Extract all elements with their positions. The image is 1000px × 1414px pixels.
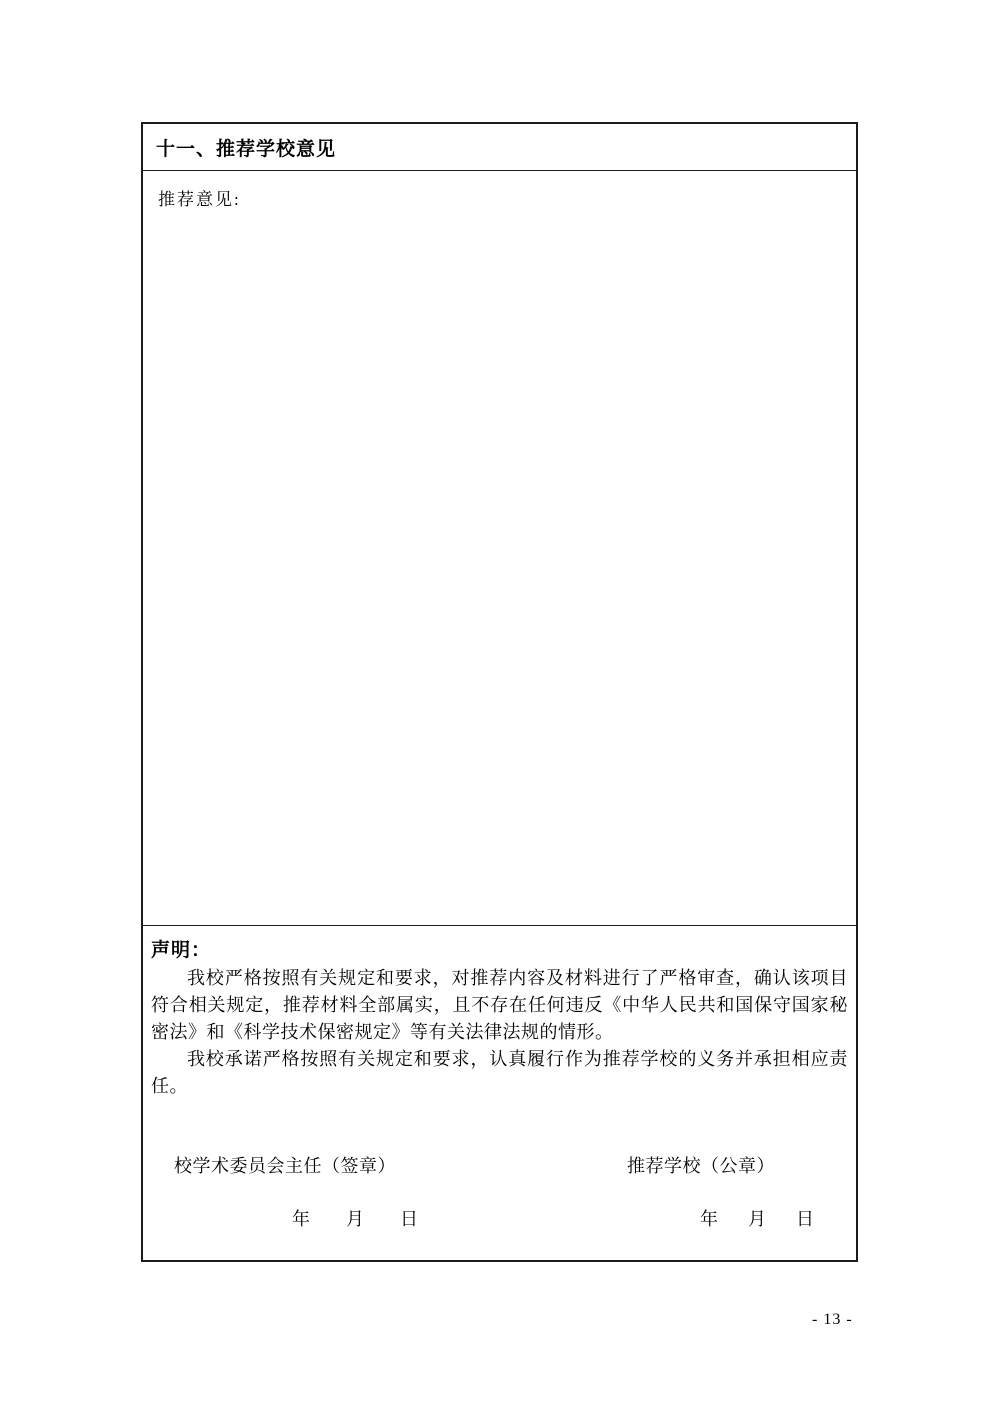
date-line-right xyxy=(700,1205,814,1231)
date-month-label: 月 xyxy=(748,1209,766,1229)
declaration-box xyxy=(143,926,856,1260)
date-month-label: 月 xyxy=(346,1209,364,1229)
declaration-heading: 声明： xyxy=(151,940,212,961)
declaration-paragraph-2: 我校承诺严格按照有关规定和要求，认真履行作为推荐学校的义务并承担相应责任。 xyxy=(151,1049,848,1096)
date-day-label: 日 xyxy=(796,1209,814,1229)
page-number: - 13 - xyxy=(812,1311,853,1328)
academic-committee-chair-signature-label: 校学术委员会主任（签章） xyxy=(174,1156,396,1176)
date-year-label: 年 xyxy=(292,1209,310,1229)
declaration-paragraph-1: 我校严格按照有关规定和要求，对推荐内容及材料进行了严格审查，确认该项目符合相关规定，推荐材料全部属实，且不存在任何违反《中华人民共和国保守国家秘密法》和《科学技术保密规定》等有关法律法规的情形。 xyxy=(151,968,848,1042)
section-title: 十一、推荐学校意见 xyxy=(156,138,337,160)
recommendation-form-table xyxy=(141,122,858,1262)
section-header-row xyxy=(143,124,856,171)
date-line-left xyxy=(292,1205,418,1231)
opinion-label: 推荐意见: xyxy=(158,190,241,209)
date-day-label: 日 xyxy=(400,1209,418,1229)
date-year-label: 年 xyxy=(700,1209,718,1229)
opinion-box xyxy=(143,171,856,926)
recommending-school-seal-label: 推荐学校（公章） xyxy=(627,1156,775,1176)
